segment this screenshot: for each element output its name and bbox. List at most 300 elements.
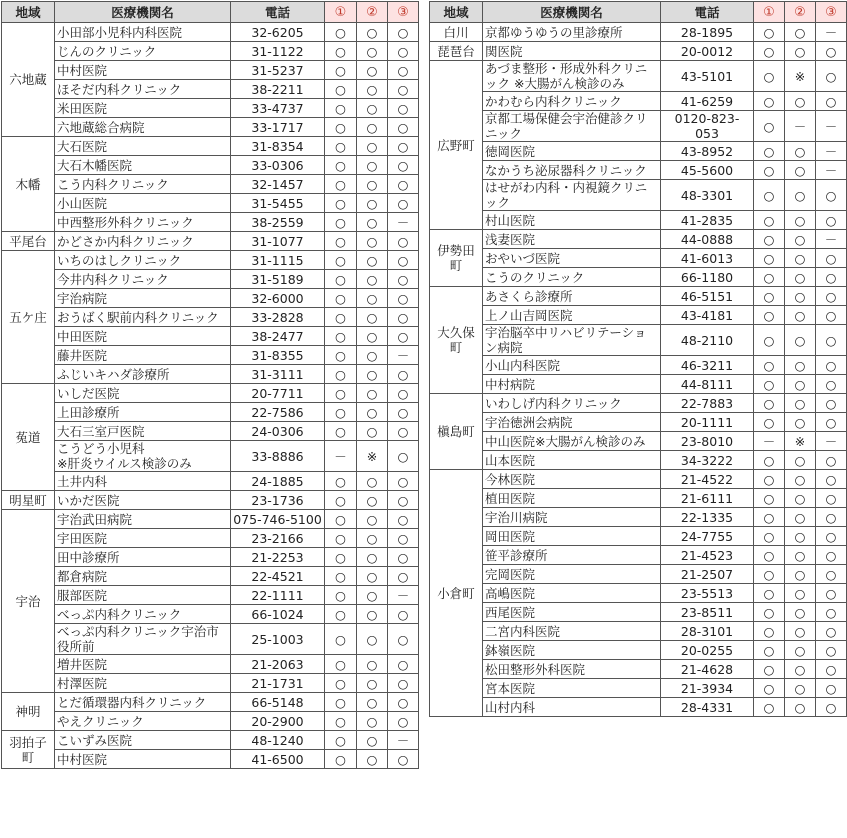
clinic-name-cell: かどさか内科クリニック	[55, 232, 231, 251]
mark-3-cell: ○	[816, 489, 847, 508]
phone-cell: 21-4628	[661, 660, 754, 679]
table-row	[2, 529, 419, 548]
phone-cell: 43-4181	[661, 306, 754, 325]
clinic-name-cell: とだ循環器内科クリニック	[55, 693, 231, 712]
mark-1-cell: ○	[754, 325, 785, 356]
clinic-name-cell: こうのクリニック	[483, 268, 661, 287]
phone-cell: 31-5237	[231, 61, 325, 80]
mark-3-cell: ○	[388, 327, 419, 346]
header-mark-1: ①	[325, 2, 357, 23]
mark-3-cell: －	[816, 230, 847, 249]
region-cell: 広野町	[430, 61, 483, 230]
mark-1-cell: ○	[754, 394, 785, 413]
table-row	[2, 327, 419, 346]
clinic-name-cell: やえクリニック	[55, 712, 231, 731]
mark-2-cell: ○	[357, 567, 388, 586]
mark-1-cell: ○	[325, 655, 357, 674]
table-row	[2, 175, 419, 194]
phone-cell: 0120-823-053	[661, 111, 754, 142]
mark-1-cell: ○	[325, 693, 357, 712]
mark-1-cell: ○	[325, 529, 357, 548]
mark-2-cell: ○	[357, 548, 388, 567]
mark-2-cell: ○	[357, 624, 388, 655]
mark-1-cell: ○	[754, 356, 785, 375]
header-phone: 電話	[661, 2, 754, 23]
phone-cell: 24-7755	[661, 527, 754, 546]
mark-1-cell: ○	[754, 489, 785, 508]
mark-1-cell: ○	[754, 527, 785, 546]
table-row	[430, 603, 847, 622]
mark-3-cell: ○	[816, 306, 847, 325]
clinic-name-cell: 小山内科医院	[483, 356, 661, 375]
mark-3-cell: ○	[388, 270, 419, 289]
mark-1-cell: ○	[754, 641, 785, 660]
table-row	[2, 422, 419, 441]
table-row	[2, 605, 419, 624]
mark-3-cell: ○	[816, 660, 847, 679]
mark-2-cell: ○	[785, 230, 816, 249]
mark-2-cell: ○	[357, 99, 388, 118]
table-row	[430, 546, 847, 565]
region-cell: 羽拍子町	[2, 731, 55, 769]
mark-1-cell: ○	[325, 491, 357, 510]
mark-3-cell: ○	[816, 268, 847, 287]
mark-3-cell: ○	[816, 413, 847, 432]
clinic-name-cell: 宮本医院	[483, 679, 661, 698]
clinic-name-cell: ふじいキハダ診療所	[55, 365, 231, 384]
phone-cell: 33-4737	[231, 99, 325, 118]
phone-cell: 33-2828	[231, 308, 325, 327]
clinic-name-cell: はせがわ内科・内視鏡クリニック	[483, 180, 661, 211]
mark-1-cell: ○	[325, 308, 357, 327]
table-row	[430, 565, 847, 584]
phone-cell: 33-0306	[231, 156, 325, 175]
mark-3-cell: ○	[388, 118, 419, 137]
phone-cell: 44-0888	[661, 230, 754, 249]
mark-1-cell: ○	[325, 118, 357, 137]
clinic-name-cell: 増井医院	[55, 655, 231, 674]
header-mark-1: ①	[754, 2, 785, 23]
clinic-name-cell: 宇治脳卒中リハビリテーション病院	[483, 325, 661, 356]
clinic-name-cell: かわむら内科クリニック	[483, 92, 661, 111]
mark-3-cell: ○	[388, 61, 419, 80]
mark-3-cell: ○	[388, 175, 419, 194]
clinic-name-cell: 岡田医院	[483, 527, 661, 546]
clinic-name-cell: 二宮内科医院	[483, 622, 661, 641]
clinic-name-cell: おうばく駅前内科クリニック	[55, 308, 231, 327]
mark-3-cell: ○	[388, 491, 419, 510]
mark-3-cell: ○	[388, 384, 419, 403]
phone-cell: 22-7586	[231, 403, 325, 422]
clinic-name-cell: こいずみ医院	[55, 731, 231, 750]
table-row	[430, 489, 847, 508]
mark-2-cell: ○	[785, 268, 816, 287]
phone-cell: 21-3934	[661, 679, 754, 698]
clinic-name-cell: 宇田医院	[55, 529, 231, 548]
phone-cell: 32-6205	[231, 23, 325, 42]
table-row	[430, 394, 847, 413]
table-row	[2, 156, 419, 175]
table-row	[430, 249, 847, 268]
clinic-name-cell: 笹平診療所	[483, 546, 661, 565]
clinic-name-cell: 宇治川病院	[483, 508, 661, 527]
header-mark-2: ②	[785, 2, 816, 23]
phone-cell: 38-2559	[231, 213, 325, 232]
mark-3-cell: －	[816, 432, 847, 451]
mark-2-cell: ○	[785, 641, 816, 660]
mark-3-cell: ○	[816, 584, 847, 603]
mark-3-cell: ○	[816, 287, 847, 306]
clinic-name-cell: 六地蔵総合病院	[55, 118, 231, 137]
mark-2-cell: ○	[785, 375, 816, 394]
mark-2-cell: ○	[785, 679, 816, 698]
mark-2-cell: ○	[785, 470, 816, 489]
clinic-name-cell: 松田整形外科医院	[483, 660, 661, 679]
table-row	[2, 99, 419, 118]
mark-2-cell: ○	[357, 194, 388, 213]
phone-cell: 21-2253	[231, 548, 325, 567]
mark-3-cell: ○	[816, 546, 847, 565]
mark-3-cell: ○	[816, 375, 847, 394]
mark-3-cell: ○	[816, 527, 847, 546]
mark-1-cell: ○	[754, 142, 785, 161]
mark-3-cell: ○	[388, 510, 419, 529]
phone-cell: 46-5151	[661, 287, 754, 306]
table-row	[2, 80, 419, 99]
phone-cell: 31-1122	[231, 42, 325, 61]
mark-2-cell: ○	[357, 251, 388, 270]
region-cell: 五ケ庄	[2, 251, 55, 384]
table-row	[430, 527, 847, 546]
phone-cell: 66-1024	[231, 605, 325, 624]
phone-cell: 28-3101	[661, 622, 754, 641]
table-row	[2, 731, 419, 750]
phone-cell: 25-1003	[231, 624, 325, 655]
table-row	[430, 23, 847, 42]
mark-1-cell: ○	[754, 508, 785, 527]
mark-1-cell: ○	[754, 161, 785, 180]
mark-1-cell: ○	[325, 510, 357, 529]
mark-1-cell: －	[325, 441, 357, 472]
mark-3-cell: ○	[816, 508, 847, 527]
mark-1-cell: ○	[325, 194, 357, 213]
table-row	[430, 42, 847, 61]
phone-cell: 20-7711	[231, 384, 325, 403]
header-clinic-name: 医療機関名	[55, 2, 231, 23]
table-row	[430, 698, 847, 717]
phone-cell: 32-6000	[231, 289, 325, 308]
clinic-name-cell: あさくら診療所	[483, 287, 661, 306]
mark-1-cell: ○	[325, 232, 357, 251]
mark-3-cell: ○	[388, 289, 419, 308]
mark-3-cell: ○	[816, 470, 847, 489]
mark-3-cell: ○	[816, 249, 847, 268]
table-row	[2, 365, 419, 384]
table-row	[430, 287, 847, 306]
mark-1-cell: ○	[325, 586, 357, 605]
table-row	[2, 510, 419, 529]
table-row	[2, 712, 419, 731]
mark-1-cell: ○	[325, 175, 357, 194]
mark-2-cell: ○	[357, 365, 388, 384]
mark-1-cell: ○	[325, 712, 357, 731]
phone-cell: 22-1111	[231, 586, 325, 605]
mark-2-cell: ○	[357, 118, 388, 137]
mark-1-cell: ○	[754, 92, 785, 111]
mark-2-cell: ○	[785, 527, 816, 546]
phone-cell: 41-6500	[231, 750, 325, 769]
table-row	[430, 92, 847, 111]
mark-3-cell: ○	[816, 641, 847, 660]
phone-cell: 21-4523	[661, 546, 754, 565]
table-row	[2, 624, 419, 655]
mark-2-cell: ○	[357, 137, 388, 156]
clinic-name-cell: 村澤医院	[55, 674, 231, 693]
phone-cell: 20-1111	[661, 413, 754, 432]
clinic-name-cell: 中村医院	[55, 750, 231, 769]
clinic-table-body	[2, 23, 419, 769]
clinic-name-cell: いわしげ内科クリニック	[483, 394, 661, 413]
mark-1-cell: ○	[325, 61, 357, 80]
clinic-name-cell: 大石三室戸医院	[55, 422, 231, 441]
table-row	[430, 180, 847, 211]
mark-3-cell: －	[388, 731, 419, 750]
phone-cell: 38-2211	[231, 80, 325, 99]
mark-1-cell: ○	[754, 375, 785, 394]
mark-3-cell: ○	[388, 232, 419, 251]
mark-2-cell: ○	[357, 327, 388, 346]
table-row	[2, 137, 419, 156]
mark-3-cell: ○	[388, 308, 419, 327]
mark-2-cell: ○	[785, 356, 816, 375]
mark-1-cell: ○	[754, 451, 785, 470]
mark-3-cell: ○	[388, 712, 419, 731]
table-row	[2, 289, 419, 308]
mark-1-cell: ○	[754, 660, 785, 679]
phone-cell: 31-5189	[231, 270, 325, 289]
mark-3-cell: ○	[816, 92, 847, 111]
mark-2-cell: ○	[785, 698, 816, 717]
phone-cell: 66-5148	[231, 693, 325, 712]
mark-3-cell: ○	[388, 251, 419, 270]
region-cell: 小倉町	[430, 470, 483, 717]
header-region: 地域	[2, 2, 55, 23]
mark-1-cell: ○	[325, 750, 357, 769]
clinic-name-cell: 中村病院	[483, 375, 661, 394]
mark-3-cell: ○	[816, 180, 847, 211]
mark-2-cell: ○	[357, 80, 388, 99]
mark-1-cell: ○	[325, 403, 357, 422]
mark-1-cell: ○	[325, 42, 357, 61]
region-cell: 琵琶台	[430, 42, 483, 61]
mark-1-cell: ○	[325, 624, 357, 655]
table-row	[2, 308, 419, 327]
table-row	[2, 655, 419, 674]
clinic-name-cell: 今林医院	[483, 470, 661, 489]
mark-2-cell: ○	[785, 180, 816, 211]
clinic-name-cell: 中村医院	[55, 61, 231, 80]
clinic-name-cell: 小田部小児科内科医院	[55, 23, 231, 42]
mark-2-cell: －	[785, 111, 816, 142]
mark-2-cell: ○	[785, 565, 816, 584]
mark-3-cell: ○	[388, 750, 419, 769]
mark-3-cell: ○	[816, 61, 847, 92]
table-row	[430, 306, 847, 325]
phone-cell: 31-5455	[231, 194, 325, 213]
mark-2-cell: ○	[785, 508, 816, 527]
mark-2-cell: ○	[785, 42, 816, 61]
mark-2-cell: ○	[357, 270, 388, 289]
mark-3-cell: ○	[388, 80, 419, 99]
mark-1-cell: ○	[754, 698, 785, 717]
mark-1-cell: ○	[325, 327, 357, 346]
mark-2-cell: ○	[785, 249, 816, 268]
mark-2-cell: ○	[785, 622, 816, 641]
mark-3-cell: －	[388, 213, 419, 232]
region-cell: 槇島町	[430, 394, 483, 470]
mark-1-cell: ○	[325, 137, 357, 156]
mark-1-cell: ○	[754, 413, 785, 432]
mark-1-cell: ○	[754, 306, 785, 325]
clinic-name-cell: 大石医院	[55, 137, 231, 156]
phone-cell: 21-1731	[231, 674, 325, 693]
clinic-name-cell: 京都工場保健会宇治健診クリニック	[483, 111, 661, 142]
header-phone: 電話	[231, 2, 325, 23]
region-cell: 明星町	[2, 491, 55, 510]
header-mark-2: ②	[357, 2, 388, 23]
clinic-name-cell: 中西整形外科クリニック	[55, 213, 231, 232]
mark-3-cell: －	[816, 142, 847, 161]
table-row	[430, 470, 847, 489]
mark-2-cell: ○	[357, 23, 388, 42]
phone-cell: 20-0255	[661, 641, 754, 660]
phone-cell: 20-2900	[231, 712, 325, 731]
mark-1-cell: ○	[754, 565, 785, 584]
mark-1-cell: ○	[325, 80, 357, 99]
header-mark-3: ③	[816, 2, 847, 23]
mark-1-cell: ○	[754, 603, 785, 622]
phone-cell: 21-4522	[661, 470, 754, 489]
phone-cell: 23-8511	[661, 603, 754, 622]
mark-2-cell: ○	[357, 403, 388, 422]
phone-cell: 21-2063	[231, 655, 325, 674]
clinic-name-cell: 服部医院	[55, 586, 231, 605]
clinic-name-cell: こうどう小児科 ※肝炎ウイルス検診のみ	[55, 441, 231, 472]
mark-2-cell: ○	[357, 655, 388, 674]
clinic-name-cell: こう内科クリニック	[55, 175, 231, 194]
mark-3-cell: ○	[388, 403, 419, 422]
region-cell: 白川	[430, 23, 483, 42]
phone-cell: 23-1736	[231, 491, 325, 510]
mark-2-cell: ○	[785, 325, 816, 356]
mark-1-cell: ○	[754, 211, 785, 230]
table-row	[430, 356, 847, 375]
table-row	[2, 118, 419, 137]
table-row	[2, 472, 419, 491]
mark-2-cell: ○	[357, 232, 388, 251]
mark-2-cell: ※	[785, 432, 816, 451]
phone-cell: 34-3222	[661, 451, 754, 470]
clinic-name-cell: 山本医院	[483, 451, 661, 470]
clinic-name-cell: 京都ゆうゆうの里診療所	[483, 23, 661, 42]
mark-1-cell: ○	[754, 230, 785, 249]
mark-2-cell: ○	[357, 61, 388, 80]
clinic-name-cell: 鉢嶺医院	[483, 641, 661, 660]
table-row	[2, 491, 419, 510]
mark-3-cell: ○	[388, 472, 419, 491]
clinic-name-cell: べっぷ内科クリニック宇治市役所前	[55, 624, 231, 655]
clinic-name-cell: 西尾医院	[483, 603, 661, 622]
clinic-table-left	[1, 1, 419, 769]
phone-cell: 22-7883	[661, 394, 754, 413]
clinic-name-cell: 植田医院	[483, 489, 661, 508]
mark-3-cell: ○	[388, 605, 419, 624]
table-row	[2, 441, 419, 472]
mark-2-cell: ○	[357, 529, 388, 548]
mark-3-cell: －	[816, 161, 847, 180]
mark-3-cell: ○	[388, 365, 419, 384]
phone-cell: 41-2835	[661, 211, 754, 230]
mark-3-cell: ○	[388, 529, 419, 548]
mark-2-cell: ※	[357, 441, 388, 472]
mark-2-cell: ○	[785, 489, 816, 508]
phone-cell: 28-1895	[661, 23, 754, 42]
mark-1-cell: ○	[325, 270, 357, 289]
mark-1-cell: ○	[754, 180, 785, 211]
mark-2-cell: ○	[785, 306, 816, 325]
header-mark-3: ③	[388, 2, 419, 23]
mark-2-cell: ○	[785, 92, 816, 111]
table-row	[2, 750, 419, 769]
mark-1-cell: ○	[325, 156, 357, 175]
mark-1-cell: ○	[325, 99, 357, 118]
mark-3-cell: －	[816, 111, 847, 142]
mark-2-cell: ○	[357, 674, 388, 693]
clinic-name-cell: おやいづ医院	[483, 249, 661, 268]
phone-cell: 31-1115	[231, 251, 325, 270]
table-row	[430, 508, 847, 527]
mark-2-cell: ○	[785, 413, 816, 432]
header-clinic-name: 医療機関名	[483, 2, 661, 23]
clinic-name-cell: 土井内科	[55, 472, 231, 491]
clinic-name-cell: じんのクリニック	[55, 42, 231, 61]
mark-3-cell: ○	[388, 156, 419, 175]
mark-2-cell: ○	[357, 605, 388, 624]
clinic-name-cell: ほそだ内科クリニック	[55, 80, 231, 99]
clinic-name-cell: 中山医院※大腸がん検診のみ	[483, 432, 661, 451]
mark-2-cell: ○	[785, 161, 816, 180]
mark-2-cell: ○	[357, 712, 388, 731]
clinic-name-cell: 上ノ山吉岡医院	[483, 306, 661, 325]
table-row	[430, 584, 847, 603]
clinic-name-cell: 大石木幡医院	[55, 156, 231, 175]
table-row	[2, 61, 419, 80]
clinic-name-cell: 徳岡医院	[483, 142, 661, 161]
clinic-name-cell: 浅妻医院	[483, 230, 661, 249]
phone-cell: 21-6111	[661, 489, 754, 508]
mark-1-cell: ○	[754, 584, 785, 603]
phone-cell: 24-1885	[231, 472, 325, 491]
region-cell: 伊勢田町	[430, 230, 483, 287]
clinic-name-cell: 高嶋医院	[483, 584, 661, 603]
phone-cell: 31-8354	[231, 137, 325, 156]
phone-cell: 20-0012	[661, 42, 754, 61]
mark-3-cell: ○	[388, 99, 419, 118]
mark-3-cell: ○	[816, 565, 847, 584]
mark-2-cell: ○	[785, 603, 816, 622]
table-row	[2, 232, 419, 251]
mark-3-cell: ○	[816, 42, 847, 61]
